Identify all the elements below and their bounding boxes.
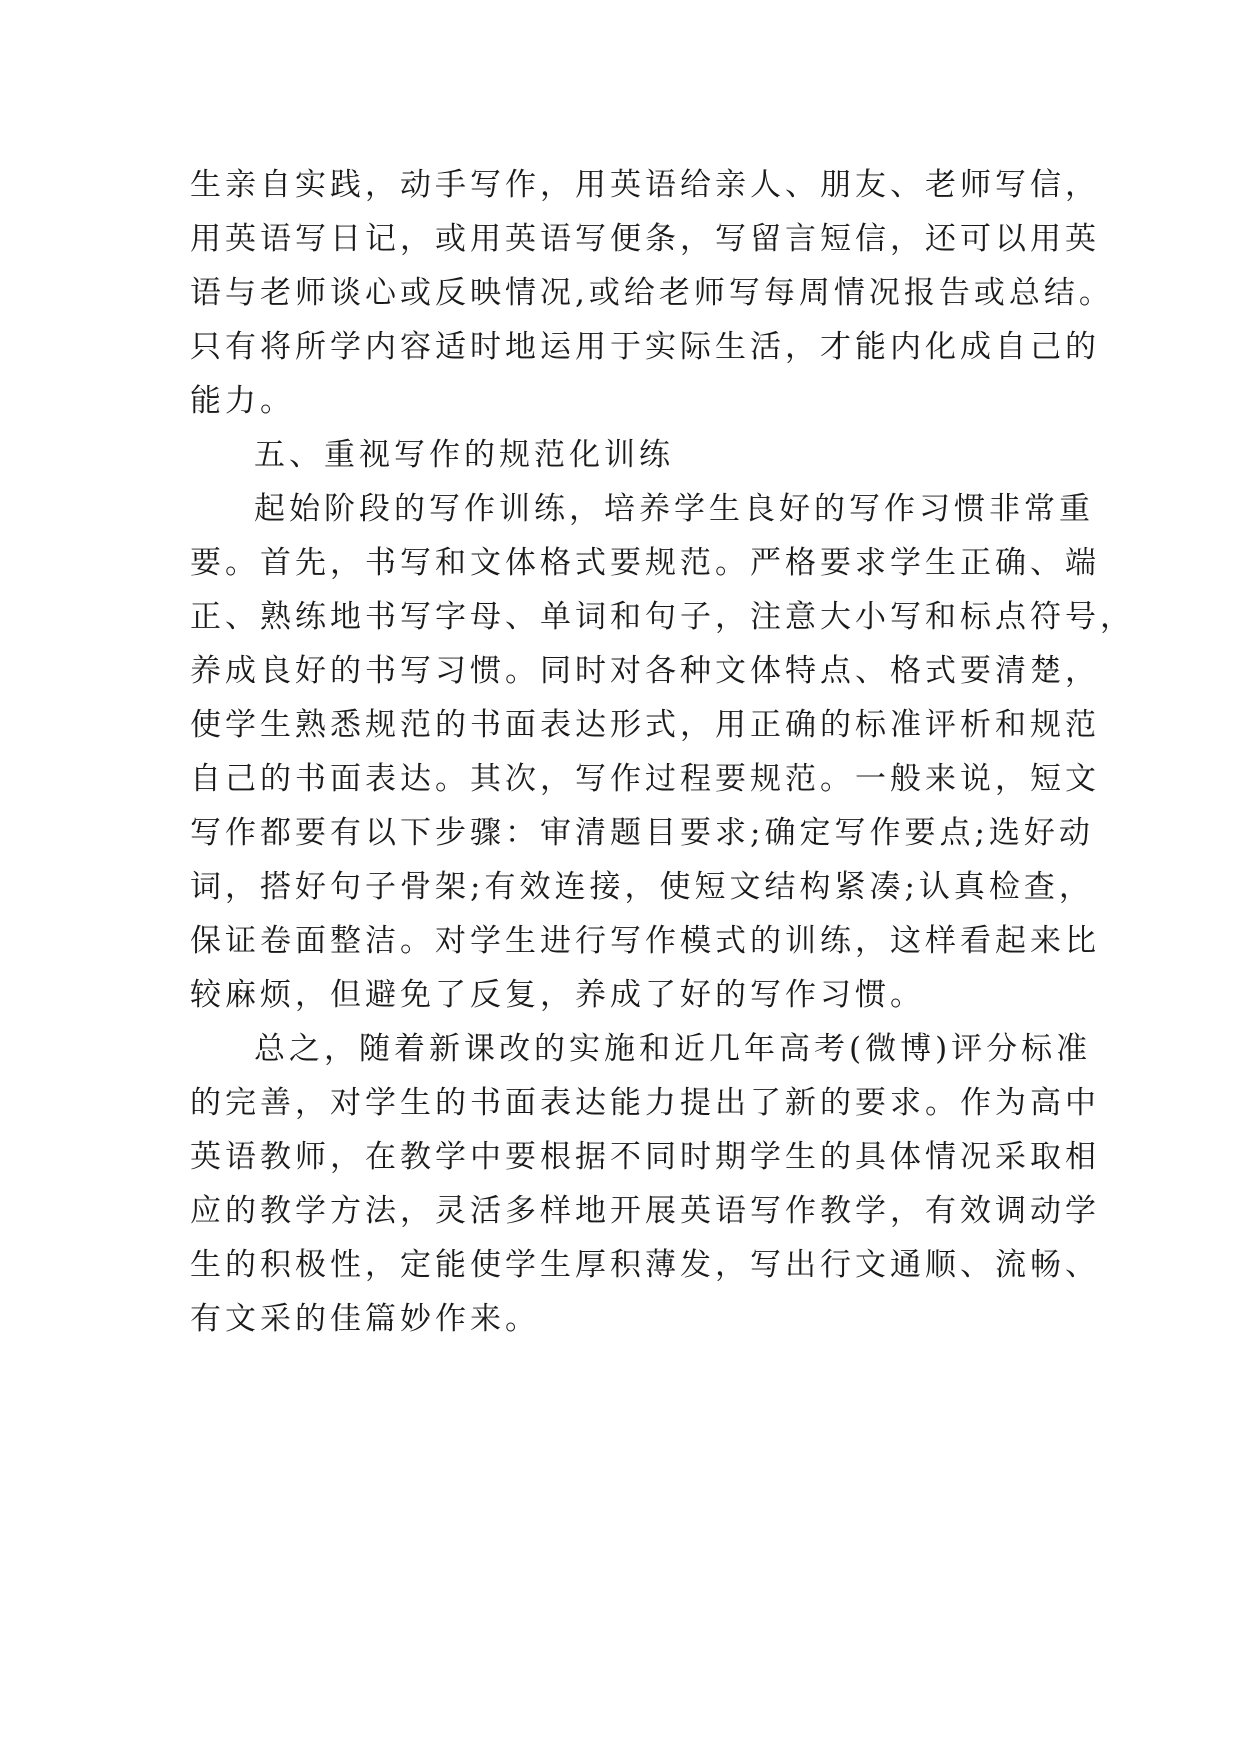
text-line: 自己的书面表达。其次，写作过程要规范。一般来说，短文	[190, 761, 1100, 797]
text-line: 只有将所学内容适时地运用于实际生活，才能内化成自己的	[190, 329, 1100, 365]
text-line: 应的教学方法，灵活多样地开展英语写作教学，有效调动学	[190, 1193, 1100, 1229]
text-line: 总之，随着新课改的实施和近几年高考(微博)评分标准	[254, 1031, 1092, 1067]
text-line: 起始阶段的写作训练，培养学生良好的写作习惯非常重	[254, 491, 1094, 527]
text-line: 词，搭好句子骨架;有效连接，使短文结构紧凑;认真检查，	[190, 869, 1094, 905]
text-line: 使学生熟悉规范的书面表达形式，用正确的标准评析和规范	[190, 707, 1100, 743]
text-line: 能力。	[190, 383, 295, 419]
text-line: 较麻烦，但避免了反复，养成了好的写作习惯。	[190, 977, 925, 1013]
text-line: 语与老师谈心或反映情况,或给老师写每周情况报告或总结。	[190, 275, 1114, 311]
text-line: 要。首先，书写和文体格式要规范。严格要求学生正确、端	[190, 545, 1100, 581]
text-line: 生亲自实践，动手写作，用英语给亲人、朋友、老师写信，	[190, 167, 1100, 203]
text-line: 保证卷面整洁。对学生进行写作模式的训练，这样看起来比	[190, 923, 1100, 959]
text-line: 有文采的佳篇妙作来。	[190, 1301, 540, 1337]
text-line: 的完善，对学生的书面表达能力提出了新的要求。作为高中	[190, 1085, 1100, 1121]
section-heading: 五、重视写作的规范化训练	[254, 437, 674, 473]
text-line: 养成良好的书写习惯。同时对各种文体特点、格式要清楚，	[190, 653, 1100, 689]
body-text	[190, 158, 1135, 1346]
text-line: 英语教师，在教学中要根据不同时期学生的具体情况采取相	[190, 1139, 1100, 1175]
text-line: 生的积极性，定能使学生厚积薄发，写出行文通顺、流畅、	[190, 1247, 1100, 1283]
text-line: 用英语写日记，或用英语写便条，写留言短信，还可以用英	[190, 221, 1100, 257]
text-line: 写作都要有以下步骤：审清题目要求;确定写作要点;选好动	[190, 815, 1094, 851]
text-line: 正、熟练地书写字母、单词和句子，注意大小写和标点符号，	[190, 599, 1135, 635]
